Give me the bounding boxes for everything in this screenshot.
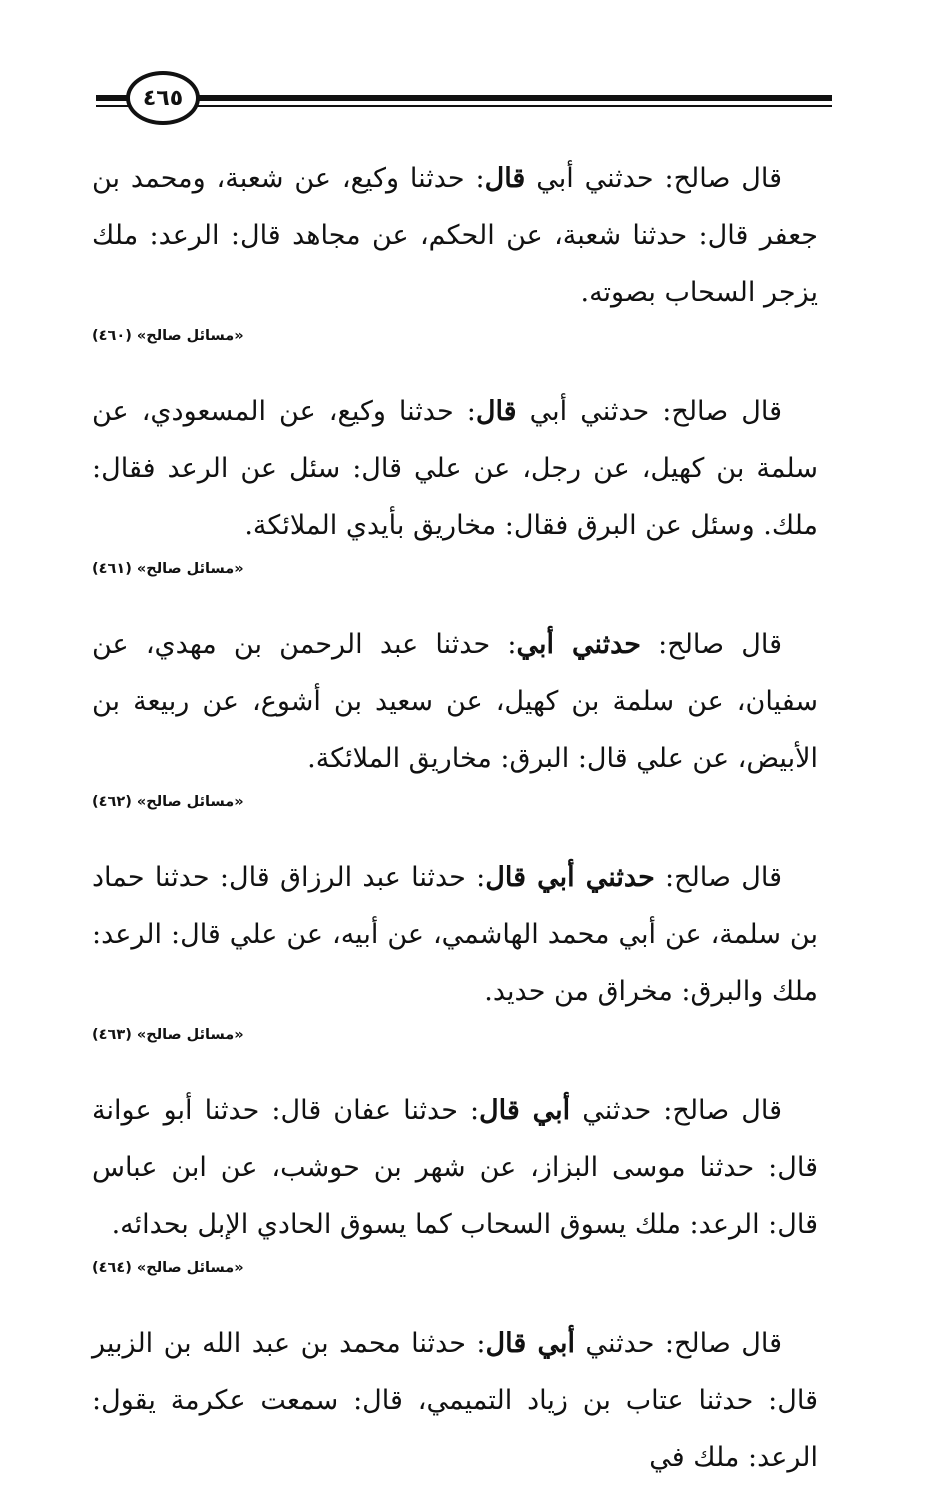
page-header (96, 68, 832, 132)
page-number: ٤٦٥ (126, 71, 200, 125)
source-citation-2: «مسائل صالح» (٤٦١) (92, 561, 244, 577)
paragraph-5: قال صالح: حدثني أبي قال: حدثنا عفان قال: حدثنا أبو عوانة قال: حدثنا موسى البزاز، عن شهر بن حوشب، عن ابن عباس قال: الرعد: ملك يسوق السحاب كما يسوق الحادي الإبل بحدائه. (92, 1095, 818, 1240)
paragraph-2: قال صالح: حدثني أبي قال: حدثنا وكيع، عن المسعودي، عن سلمة بن كهيل، عن رجل، عن علي قال: سئل عن الرعد فقال: ملك. وسئل عن البرق فقال: مخاريق بأيدي الملائكة. (92, 396, 818, 541)
paragraph-1: قال صالح: حدثني أبي قال: حدثنا وكيع، عن شعبة، ومحمد بن جعفر قال: حدثنا شعبة، عن الحكم، عن مجاهد قال: الرعد: ملك يزجر السحاب بصوته. (92, 163, 818, 308)
paragraph-3: قال صالح: حدثني أبي: حدثنا عبد الرحمن بن مهدي، عن سفيان، عن سلمة بن كهيل، عن سعيد بن أشوع، عن ربيعة بن الأبيض، عن علي قال: البرق: مخاريق الملائكة. (92, 629, 818, 774)
page-body (92, 150, 818, 1486)
paragraph-4: قال صالح: حدثني أبي قال: حدثنا عبد الرزاق قال: حدثنا حماد بن سلمة، عن أبي محمد الهاشمي، عن أبيه، عن علي قال: الرعد: ملك والبرق: مخراق من حديد. (92, 862, 818, 1007)
header-rule-thin (96, 105, 832, 107)
header-rule-thick (96, 95, 832, 101)
source-citation-5: «مسائل صالح» (٤٦٤) (92, 1260, 244, 1276)
paragraph-6: قال صالح: حدثني أبي قال: حدثنا محمد بن عبد الله بن الزبير قال: حدثنا عتاب بن زياد التميمي، قال: سمعت عكرمة يقول: الرعد: ملك في (92, 1328, 818, 1473)
source-citation-4: «مسائل صالح» (٤٦٣) (92, 1027, 244, 1043)
source-citation-1: «مسائل صالح» (٤٦٠) (92, 328, 244, 344)
source-citation-3: «مسائل صالح» (٤٦٢) (92, 794, 244, 810)
